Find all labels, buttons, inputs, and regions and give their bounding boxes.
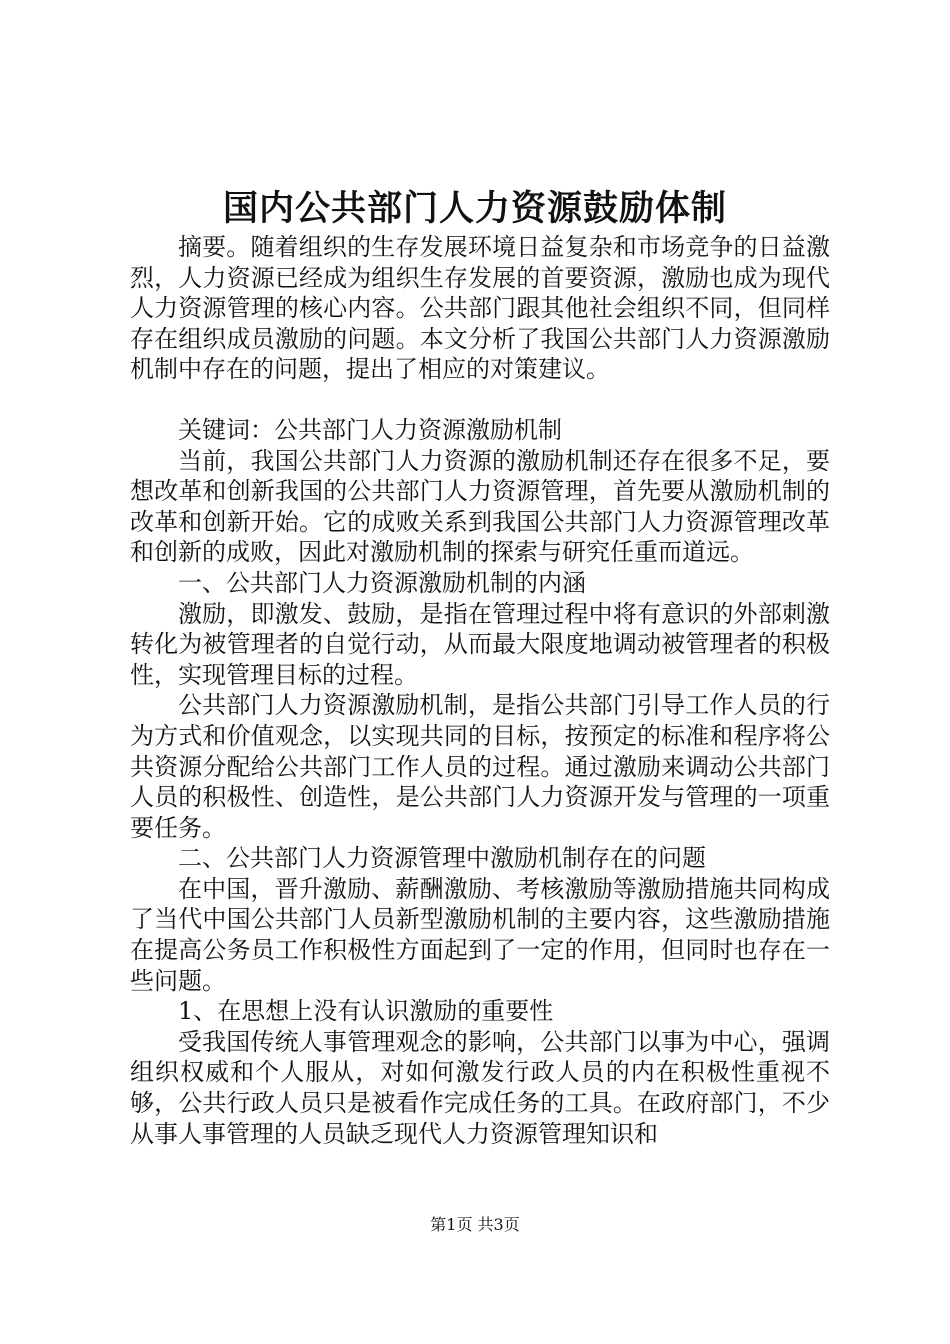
body-paragraph: 在中国，晋升激励、薪酬激励、考核激励等激励措施共同构成了当代中国公共部门人员新型激励机制的主要内容，这些激励措施在提高公务员工作积极性方面起到了一定的作用，但同时也存在一些问题。 [130, 874, 830, 995]
keywords-paragraph: 关键词：公共部门人力资源激励机制 [178, 415, 562, 444]
body-paragraph: 公共部门人力资源激励机制，是指公共部门引导工作人员的行为方式和价值观念，以实现共同的目标，按预定的标准和程序将公共资源分配给公共部门工作人员的过程。通过激励来调动公共部门人员的积极性、创造性，是公共部门人力资源开发与管理的一项重要任务。 [130, 691, 830, 842]
body-paragraph: 当前，我国公共部门人力资源的激励机制还存在很多不足，要想改革和创新我国的公共部门人力资源管理，首先要从激励机制的改革和创新开始。它的成败关系到我国公共部门人力资源管理改革和创新的成败，因此对激励机制的探索与研究任重而道远。 [130, 446, 830, 567]
section-heading: 一、公共部门人力资源激励机制的内涵 [178, 568, 586, 597]
abstract-paragraph: 摘要。随着组织的生存发展环境日益复杂和市场竞争的日益激烈，人力资源已经成为组织生存发展的首要资源，激励也成为现代人力资源管理的核心内容。公共部门跟其他社会组织不同，但同样存在组织成员激励的问题。本文分析了我国公共部门人力资源激励机制中存在的问题，提出了相应的对策建议。 [130, 233, 830, 384]
document-body [130, 232, 830, 1149]
section-heading: 二、公共部门人力资源管理中激励机制存在的问题 [178, 844, 706, 873]
document-title: 国内公共部门人力资源鼓励体制 [222, 188, 727, 229]
subsection-heading: 1、在思想上没有认识激励的重要性 [178, 997, 554, 1026]
body-paragraph: 受我国传统人事管理观念的影响，公共部门以事为中心，强调组织权威和个人服从，对如何激发行政人员的内在积极性重视不够，公共行政人员只是被看作完成任务的工具。在政府部门，不少从事人事管理的人员缺乏现代人力资源管理知识和 [130, 1027, 830, 1148]
body-paragraph: 激励，即激发、鼓励，是指在管理过程中将有意识的外部刺激转化为被管理者的自觉行动，从而最大限度地调动被管理者的积极性，实现管理目标的过程。 [130, 599, 830, 689]
page-number-footer: 第1页 共3页 [430, 1215, 520, 1234]
